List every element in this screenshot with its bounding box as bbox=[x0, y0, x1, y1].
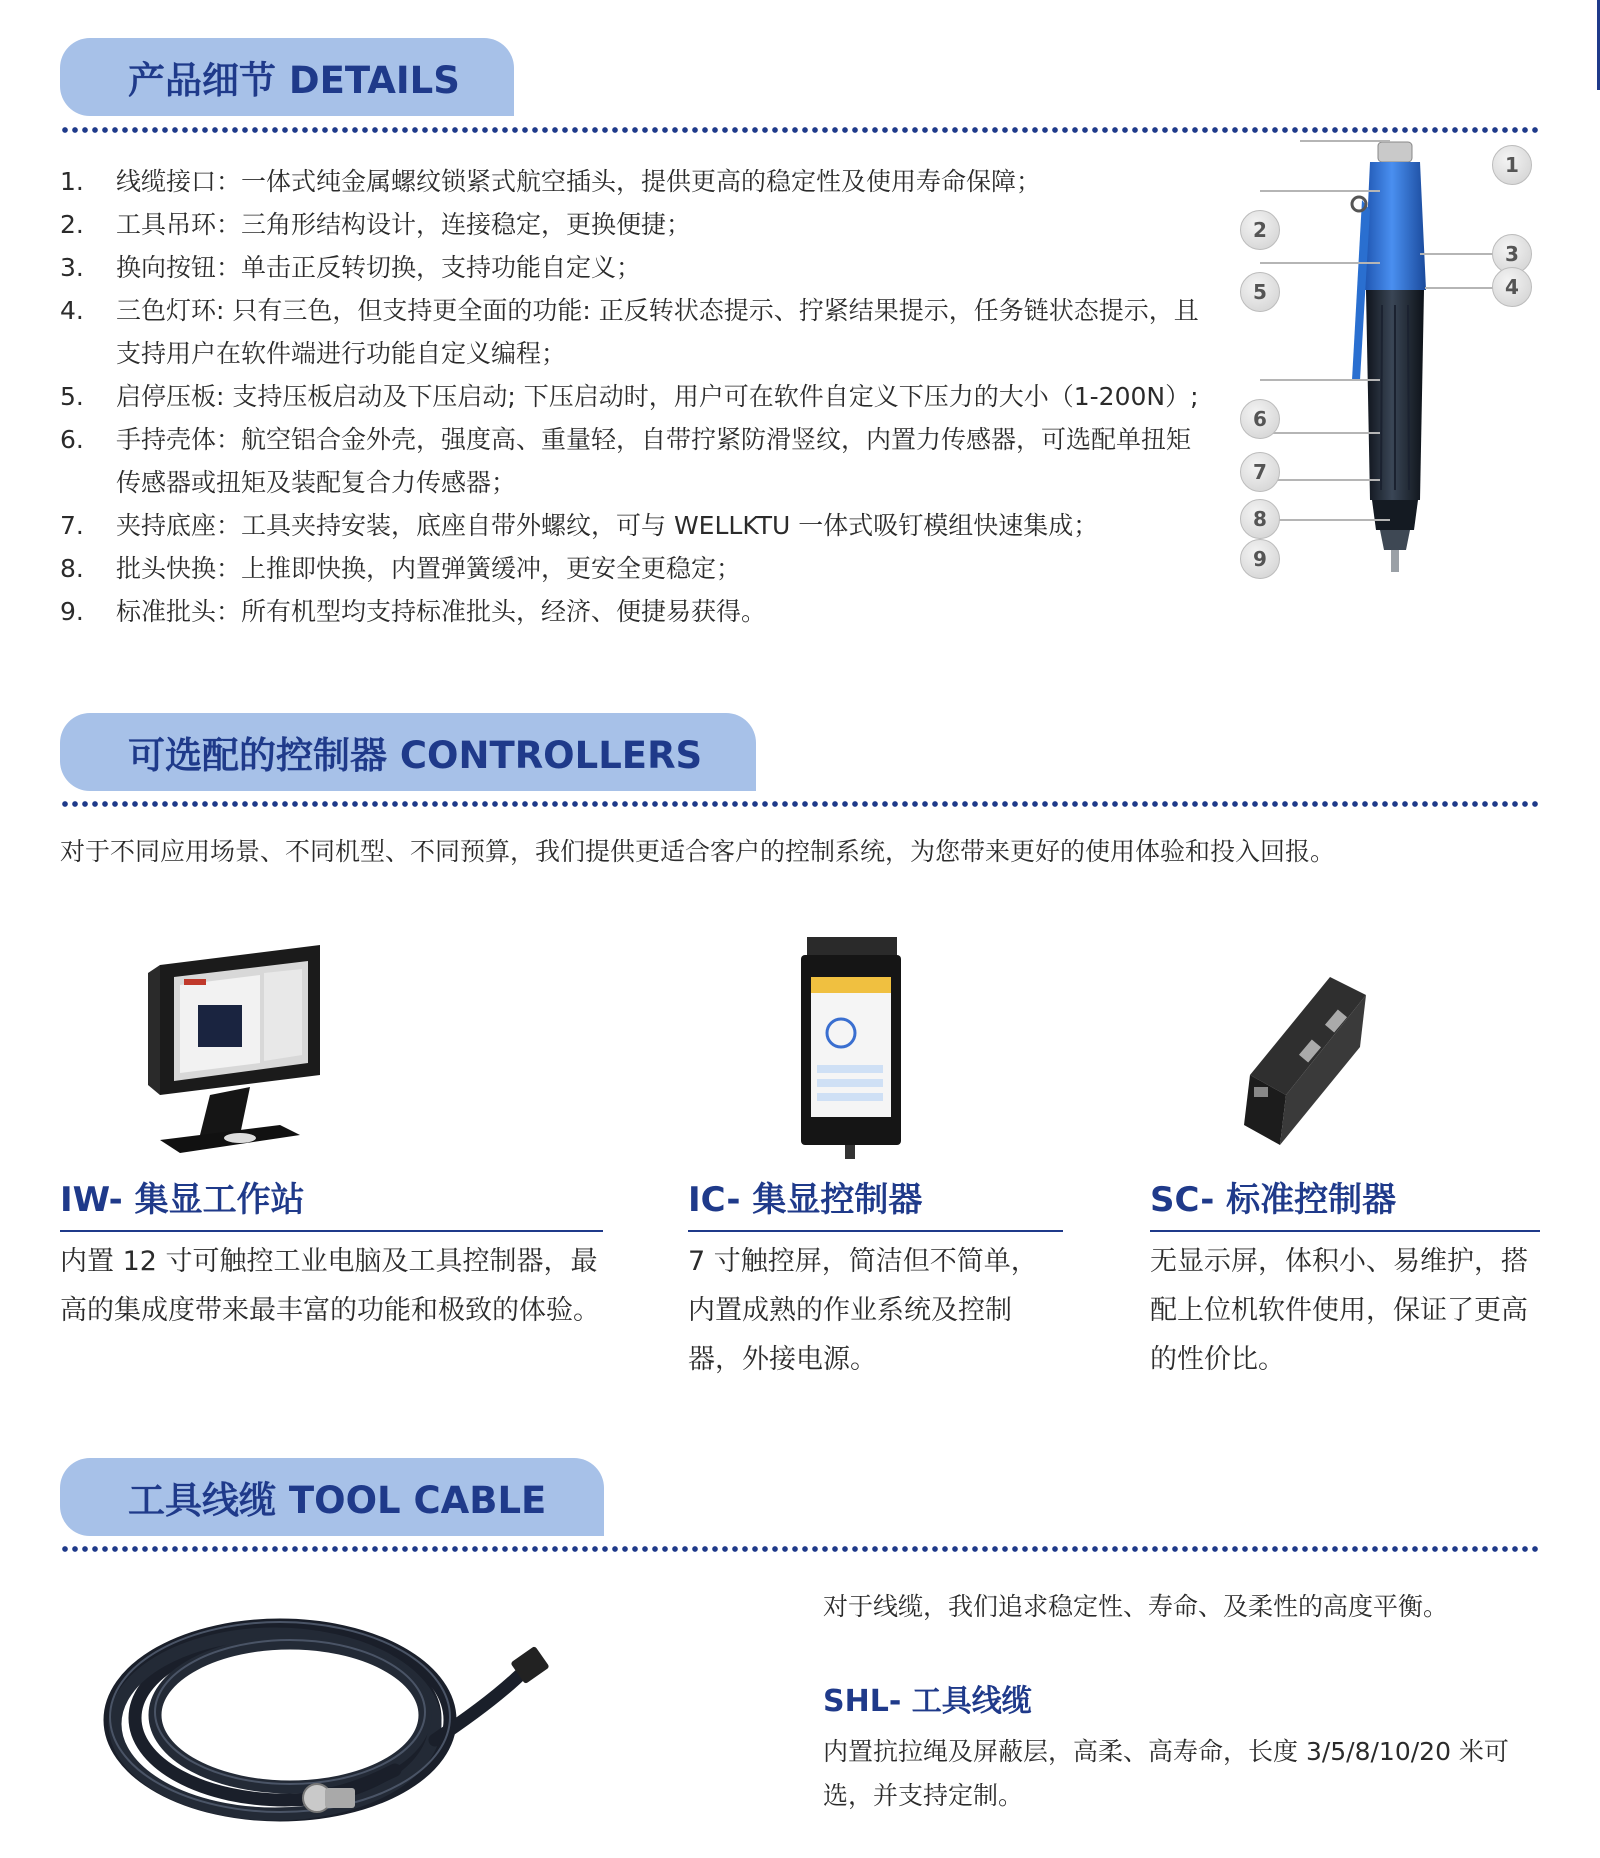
iw-workstation-image bbox=[140, 935, 330, 1160]
cable-section-header bbox=[60, 1458, 604, 1536]
callout-badge: 8 bbox=[1240, 499, 1280, 539]
details-item: 6. 手持壳体：航空铝合金外壳，强度高、重量轻，自带拧紧防滑竖纹，内置力传感器，可选配单扭矩传感器或扭矩及装配复合力传感器； bbox=[60, 425, 1192, 497]
ic-controller-image bbox=[793, 935, 913, 1160]
sc-controller-image bbox=[1240, 975, 1370, 1155]
callout-badge: 7 bbox=[1240, 452, 1280, 492]
details-item: 3. 换向按钮：单击正反转切换，支持功能自定义； bbox=[60, 253, 642, 282]
callout-leader bbox=[1300, 140, 1390, 142]
iw-title-rule bbox=[60, 1230, 603, 1232]
cable-description: 内置抗拉绳及屏蔽层，高柔、高寿命，长度 3/5/8/10/20 米可选，并支持定制。 bbox=[823, 1737, 1509, 1810]
details-section-header bbox=[60, 38, 514, 116]
sc-title-rule bbox=[1150, 1230, 1540, 1232]
controllers-section-header bbox=[60, 713, 756, 791]
callout-badge: 5 bbox=[1240, 272, 1280, 312]
iw-description: 内置 12 寸可触控工业电脑及工具控制器，最高的集成度带来最丰富的功能和极致的体验。 bbox=[60, 1246, 600, 1326]
ic-description: 7 寸触控屏，简洁但不简单，内置成熟的作业系统及控制器，外接电源。 bbox=[688, 1246, 1038, 1375]
callout-leader bbox=[1420, 253, 1500, 255]
details-item: 9. 标准批头：所有机型均支持标准批头，经济、便捷易获得。 bbox=[60, 597, 767, 626]
iw-title: IW- 集显工作站 bbox=[60, 1180, 305, 1220]
details-list bbox=[60, 160, 1210, 633]
controllers-section-title: 可选配的控制器 CONTROLLERS bbox=[128, 734, 703, 777]
cable-intro: 对于线缆，我们追求稳定性、寿命、及柔性的高度平衡。 bbox=[823, 1592, 1449, 1621]
electric-screwdriver-diagram bbox=[1220, 140, 1560, 640]
details-item: 8. 批头快换：上推即快换，内置弹簧缓冲，更安全更稳定； bbox=[60, 554, 742, 583]
controllers-dotted-divider bbox=[60, 800, 1540, 808]
details-item: 7. 夹持底座：工具夹持安装，底座自带外螺纹，可与 WELLKTU 一体式吸钉模组快速集成； bbox=[60, 511, 1099, 540]
callout-badge: 9 bbox=[1240, 539, 1280, 579]
callout-leader bbox=[1260, 379, 1380, 381]
callout-leader bbox=[1260, 432, 1380, 434]
callout-leader bbox=[1425, 287, 1500, 289]
callout-badge: 1 bbox=[1492, 145, 1532, 185]
details-item: 4. 三色灯环: 只有三色，但支持更全面的功能: 正反转状态提示、拧紧结果提示，任务链状态提示，且支持用户在软件端进行功能自定义编程； bbox=[60, 296, 1199, 368]
details-item: 2. 工具吊环：三角形结构设计，连接稳定，更换便捷； bbox=[60, 210, 692, 239]
details-item: 5. 启停压板: 支持压板启动及下压启动; 下压启动时，用户可在软件自定义下压力的大小（1-200N）; bbox=[60, 382, 1199, 411]
callout-badge: 3 bbox=[1492, 234, 1532, 274]
controllers-intro: 对于不同应用场景、不同机型、不同预算，我们提供更适合客户的控制系统，为您带来更好的使用体验和投入回报。 bbox=[60, 837, 1336, 866]
callout-leader bbox=[1260, 262, 1380, 264]
callout-badge: 6 bbox=[1240, 399, 1280, 439]
sc-description: 无显示屏，体积小、易维护，搭配上位机软件使用，保证了更高的性价比。 bbox=[1150, 1246, 1528, 1375]
callout-leader bbox=[1260, 190, 1380, 192]
cable-product-title: SHL- 工具线缆 bbox=[823, 1684, 1032, 1719]
ic-title: IC- 集显控制器 bbox=[688, 1180, 923, 1220]
tool-cable-image bbox=[95, 1590, 565, 1850]
details-item: 1. 线缆接口：一体式纯金属螺纹锁紧式航空插头，提供更高的稳定性及使用寿命保障； bbox=[60, 167, 1042, 196]
callout-badge: 4 bbox=[1492, 267, 1532, 307]
sc-title: SC- 标准控制器 bbox=[1150, 1180, 1397, 1220]
ic-title-rule bbox=[688, 1230, 1063, 1232]
details-section-title: 产品细节 DETAILS bbox=[128, 59, 460, 102]
callout-badge: 2 bbox=[1240, 210, 1280, 250]
details-dotted-divider bbox=[60, 126, 1540, 134]
cable-section-title: 工具线缆 TOOL CABLE bbox=[128, 1479, 547, 1522]
cable-dotted-divider bbox=[60, 1545, 1540, 1553]
